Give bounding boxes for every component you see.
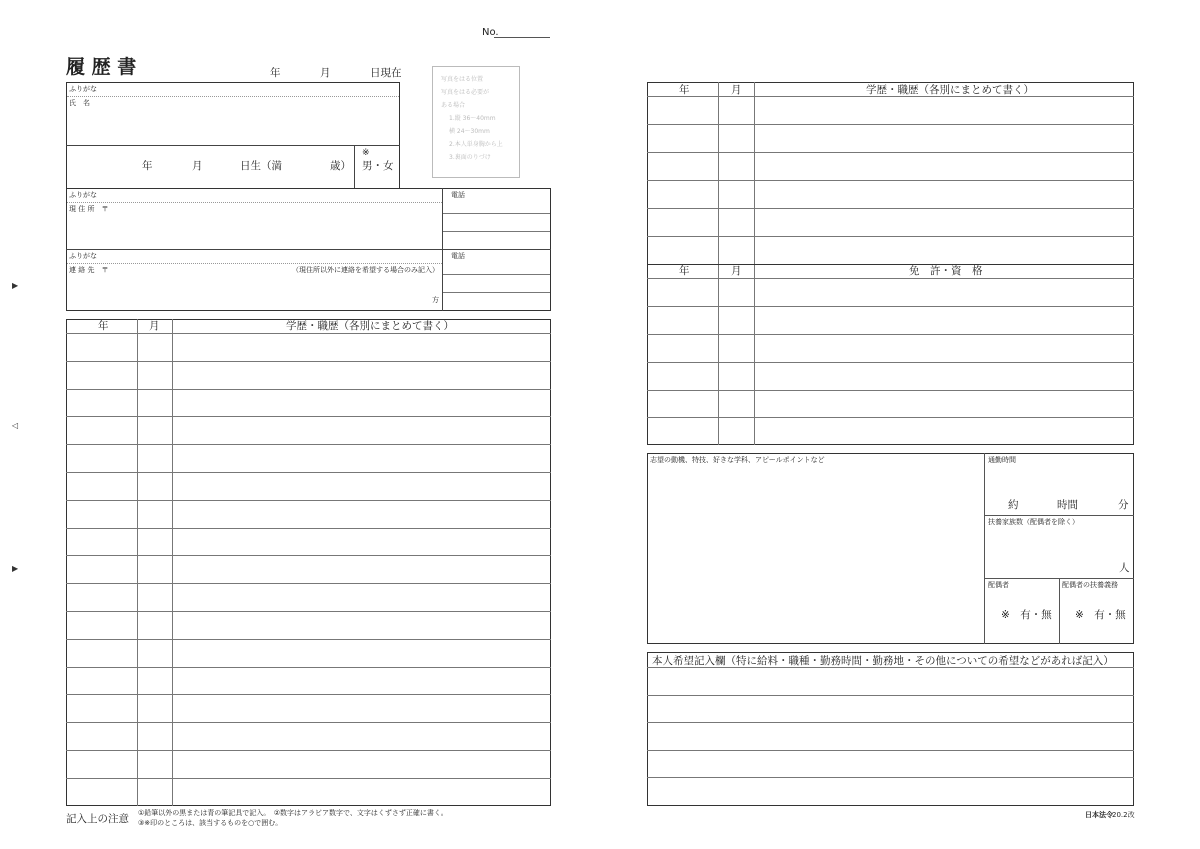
contact-suffix: 方 <box>432 296 439 304</box>
table-row[interactable] <box>67 640 550 666</box>
date-year: 年 <box>270 67 281 79</box>
table-row[interactable] <box>648 97 1133 124</box>
photo-instruction-line: 写真をはる必要が <box>441 89 490 96</box>
photo-instruction-line: 写真をはる位置 <box>441 76 484 83</box>
dependents-label: 扶養家族数（配偶者を除く） <box>988 518 1079 526</box>
license-row[interactable] <box>648 307 1133 334</box>
requests-row[interactable] <box>648 723 1133 750</box>
contact-note: （現住所以外に連絡を希望する場合のみ記入） <box>292 266 439 274</box>
photo-instruction-line: 2.本人単身胸から上 <box>449 141 503 148</box>
gender-mark: ※ <box>362 148 370 158</box>
phone-line <box>443 292 550 293</box>
license-row[interactable] <box>648 418 1133 444</box>
gender-divider <box>354 145 355 188</box>
table-row[interactable] <box>648 181 1133 208</box>
commute-label: 通勤時間 <box>988 456 1016 464</box>
table-row[interactable] <box>67 362 550 388</box>
license-heading: 免 許・資 格 <box>909 265 983 277</box>
table-row[interactable] <box>67 501 550 527</box>
motivation-label: 志望の動機、特技、好きな学科、アピールポイントなど <box>650 456 825 464</box>
notes-line-2: ③※印のところは、該当するものを○で囲む。 <box>138 819 283 827</box>
footer-code: 20.2改 <box>1112 811 1135 819</box>
photo-box[interactable] <box>432 66 520 178</box>
table-row[interactable] <box>67 529 550 554</box>
license-year-header: 年 <box>679 265 690 277</box>
photo-instruction-line: 3.裏面のりづけ <box>449 154 491 161</box>
requests-row[interactable] <box>648 778 1133 805</box>
commute-hours[interactable]: 時間 <box>1057 499 1078 511</box>
license-divider <box>647 264 1134 265</box>
table-row[interactable] <box>67 723 550 749</box>
notes-label: 記入上の注意 <box>66 813 129 825</box>
name-label: 氏 名 <box>69 99 90 107</box>
table-row[interactable] <box>648 237 1133 263</box>
photo-instruction-line: 1.縦 36～40mm <box>449 115 496 122</box>
birth-day-label: 日生（満 <box>240 160 282 172</box>
table-row[interactable] <box>648 125 1133 152</box>
commute-about: 約 <box>1008 499 1019 511</box>
notes-line-1: ①鉛筆以外の黒または青の筆記具で記入。 ②数字はアラビア数字で、文字はくずさず正確に書く。 <box>138 809 448 817</box>
table-row[interactable] <box>67 695 550 721</box>
table-row[interactable] <box>67 779 550 804</box>
history-left-year-header: 年 <box>98 320 109 332</box>
history-left-month-header: 月 <box>149 320 160 332</box>
license-month-header: 月 <box>731 265 742 277</box>
motivation-field[interactable] <box>648 468 984 643</box>
license-row[interactable] <box>648 363 1133 390</box>
dependents-unit[interactable]: 人 <box>1119 562 1130 574</box>
spouse-support-choice[interactable]: ※ 有・無 <box>1075 609 1126 621</box>
license-row[interactable] <box>648 279 1133 306</box>
page-title: 履 歴 書 <box>66 56 137 78</box>
name-furigana-label: ふりがな <box>69 85 97 93</box>
age-unit-label: 歳） <box>330 160 351 172</box>
address-field[interactable] <box>67 214 441 249</box>
phone-line <box>443 213 550 214</box>
table-row[interactable] <box>648 153 1133 180</box>
triangle-outline-icon: ◁ <box>12 421 19 430</box>
table-row[interactable] <box>67 668 550 693</box>
address-contact-divider <box>66 249 551 250</box>
commute-divider <box>984 515 1134 516</box>
table-row[interactable] <box>67 612 550 638</box>
history-right-month-header: 月 <box>731 84 742 96</box>
triangle-filled-icon: ▶ <box>12 281 19 290</box>
doc-number-line <box>494 37 550 38</box>
requests-row[interactable] <box>648 751 1133 777</box>
birth-month-label: 月 <box>192 160 203 172</box>
requests-row[interactable] <box>648 668 1133 695</box>
table-row[interactable] <box>67 445 550 471</box>
footer-brand: 日本法令 <box>1085 811 1113 819</box>
table-row[interactable] <box>67 473 550 499</box>
name-field[interactable] <box>67 108 399 145</box>
phone-line <box>443 231 550 232</box>
motivation-side-divider <box>984 453 985 644</box>
history-right-heading: 学歴・職歴（各別にまとめて書く） <box>866 84 1034 96</box>
table-row[interactable] <box>67 417 550 443</box>
address-furigana-label: ふりがな <box>69 191 97 199</box>
table-row[interactable] <box>648 209 1133 236</box>
spouse-choice[interactable]: ※ 有・無 <box>1001 609 1052 621</box>
date-month: 月 <box>320 67 331 79</box>
address-label: 現 住 所 〒 <box>69 205 109 213</box>
table-row[interactable] <box>67 334 550 360</box>
photo-instruction-line: ある場合 <box>441 102 466 109</box>
license-row[interactable] <box>648 391 1133 417</box>
phone-label: 電話 <box>451 191 465 199</box>
table-row[interactable] <box>67 390 550 415</box>
contact-furigana-divider <box>67 263 442 264</box>
requests-row[interactable] <box>648 696 1133 722</box>
furigana-divider <box>67 96 399 97</box>
address-furigana-divider <box>67 202 442 203</box>
history-right-year-header: 年 <box>679 84 690 96</box>
phone-line <box>443 274 550 275</box>
name-divider <box>66 145 400 146</box>
requests-heading: 本人希望記入欄（特に給料・職種・勤務時間・勤務地・その他についての希望などがあれば記入） <box>652 655 1114 667</box>
history-left-heading: 学歴・職歴（各別にまとめて書く） <box>286 320 454 332</box>
table-row[interactable] <box>67 556 550 582</box>
table-row[interactable] <box>67 584 550 610</box>
doc-number-label: No. <box>482 27 499 38</box>
birth-year-label: 年 <box>142 160 153 172</box>
phone-label-2: 電話 <box>451 252 465 260</box>
photo-instruction-line: 横 24～30mm <box>449 128 490 135</box>
date-day-now: 日現在 <box>370 67 402 79</box>
contact-label: 連 絡 先 〒 <box>69 266 109 274</box>
contact-furigana-label: ふりがな <box>69 252 97 260</box>
spouse-support-label: 配偶者の扶養義務 <box>1062 581 1118 589</box>
license-row[interactable] <box>648 335 1133 362</box>
spouse-divider <box>1059 578 1060 644</box>
contact-field[interactable] <box>67 276 441 310</box>
commute-minutes[interactable]: 分 <box>1118 499 1129 511</box>
triangle-filled-icon: ▶ <box>12 564 19 573</box>
table-row[interactable] <box>67 751 550 777</box>
spouse-label: 配偶者 <box>988 581 1009 589</box>
gender-choice[interactable]: 男・女 <box>362 160 394 172</box>
